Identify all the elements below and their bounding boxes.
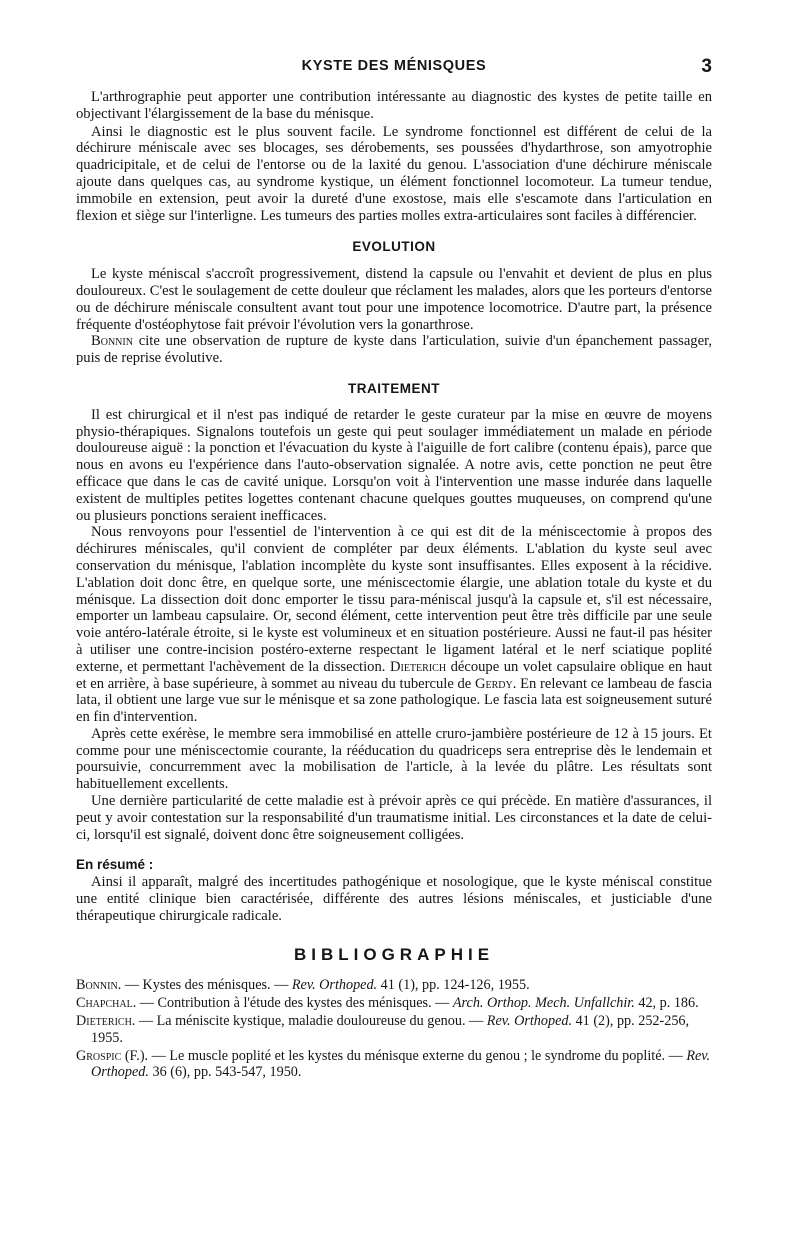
section-heading-traitement: TRAITEMENT: [348, 380, 440, 396]
ref-details: 42, p. 186.: [634, 995, 699, 1012]
intro-paragraph-1: L'arthrographie peut apporter une contribution intéressante au diagnostic des kystes de petite taille en objectivant l'élargissement de la base du ménisque.: [76, 89, 712, 122]
author-name: Bonnin: [91, 333, 133, 350]
ref-journal: Rev. Orthoped.: [291, 977, 378, 994]
traitement-paragraph-4: Une dernière particularité de cette maladie est à prévoir après ce qui précède. En matière d'assurances, il peut y avoir contestation sur la responsabilité d'un traumatisme initial. Les circonstances et la date de celui-ci, lorsqu'il est signalé, doivent donc être soigneusement colligées.: [76, 793, 712, 843]
evolution-paragraph-2: [76, 333, 712, 367]
resume-label: En résumé :: [76, 857, 154, 873]
ref-details: 41 (2), pp. 252-256, 1955.: [91, 1013, 690, 1046]
section-heading-evolution: EVOLUTION: [352, 239, 436, 255]
ref-author: Bonnin: [76, 977, 118, 994]
intro-paragraph-2: Ainsi le diagnostic est le plus souvent facile. Le syndrome fonctionnel est différent de celui de la déchirure méniscale avec ses blocages, ses dérobements, ses poussées d'hydarthrose, son amyotrophie quadricipitale, et de celui de l'entorse ou de la laxité du genou. L'association d'une déchirure méniscale ajoute dans quelques cas, au syndrome kystique, un élément fonctionnel locomoteur. La tumeur tendue, immobile en extension, peut avoir la dureté d'une exostose, mais elle s'escamote dans l'articulation en flexion et siège sur l'interligne. Les tumeurs des parties molles extra-articulaires sont faciles à différencier.: [76, 123, 712, 224]
author-name: Gerdy: [474, 675, 513, 692]
bibliography-list: [76, 977, 712, 1081]
traitement-paragraph-3: Après cette exérèse, le membre sera immobilisé en attelle cruro-jambière postérieure de 12 à 15 jours. Et comme pour une méniscectomie courante, la rééducation du quadriceps sera entreprise dès le lendemain et poursuivie, concurremment avec la mobilisation de l'article, à la levée du plâtre. Les résultats sont habituellement excellents.: [76, 725, 712, 793]
paragraph-text: . En relevant ce lambeau de fascia lata, il obtient une large vue sur le ménisque et sa zone pathologique. Le fascia lata est soigneusement suturé en fin d'intervention.: [76, 675, 712, 726]
bibliography-entry: [76, 1013, 712, 1047]
paragraph-text: découpe un volet capsulaire oblique en haut et en arrière, à base supérieure, à sommet au niveau du tubercule de: [76, 658, 712, 692]
ref-journal: Rev. Orthoped.: [91, 1047, 711, 1081]
ref-author: Grospic: [76, 1047, 122, 1064]
ref-details: 41 (1), pp. 124-126, 1955.: [377, 977, 530, 994]
traitement-paragraph-1: Il est chirurgical et il n'est pas indiqué de retarder le geste curateur par la mise en œuvre de moyens physio-thérapiques. Signalons toutefois un geste qui peut soulager immédiatement un malade en période douloureuse aiguë : la ponction et l'évacuation du kyste à l'aiguille de fort calibre (contenu épais), parce que nous en avons eu l'expérience dans l'auto-observation signalée. A notre avis, cette ponction ne peut être efficace que dans le cas de cavité unique. Lorsqu'on voit à l'intervention une masse indurée dans laquelle existent de multiples petites logettes contenant chacune quelques gouttes muqueuses, on comprend qu'une ou plusieurs ponctions seraient inefficaces.: [76, 406, 712, 524]
bibliography-entry: [76, 995, 712, 1012]
ref-author: Dieterich: [76, 1013, 132, 1030]
bibliography-heading: BIBLIOGRAPHIE: [293, 944, 495, 964]
paragraph-text: cite une observation de rupture de kyste dans l'articulation, suivie d'un épanchement passager, puis de reprise évolutive.: [76, 333, 712, 367]
paragraph-text: Nous renvoyons pour l'essentiel de l'intervention à ce qui est dit de la méniscectomie à propos des déchirures méniscales, qu'il convient de compléter par deux éléments. L'ablation du kyste seul avec conservation du ménisque, l'ablation incomplète du kyste sont insuffisantes. Elles exposent à la récidive. L'ablation doit donc être, en quelque sorte, une méniscectomie élargie, une ablation totale du kyste et du ménisque. La dissection doit donc emporter le tissu para-méniscal jusqu'à la capsule et, s'il est nécessaire, emporter un lambeau capsulaire. Or, second élément, cette intervention peut être très difficile par une seule voie antéro-latérale étroite, si le kyste est volumineux et en situation postérieure. Aussi ne faut-il pas hésiter à utiliser une contre-incision postéro-externe respectant le ligament latéral et le nerf sciatique poplité externe, et permettant l'achèvement de la dissection.: [76, 524, 712, 675]
ref-journal: Arch. Orthop. Mech. Unfallchir.: [452, 995, 635, 1012]
page-number: 3: [701, 56, 712, 77]
bibliography-entry: [76, 977, 712, 994]
evolution-paragraph-1: Le kyste méniscal s'accroît progressivement, distend la capsule ou l'envahit et devient de plus en plus douloureux. C'est le soulagement de cette douleur que réclament les malades, alors que les porteurs d'entorse ou de déchirure méniscale consultent avant tout pour une impotence locomotrice. D'autre part, la présence fréquente d'ostéophytose fait prévoir l'évolution vers la gonarthrose.: [76, 266, 712, 333]
running-header: [76, 58, 712, 82]
body-text: [76, 89, 712, 1082]
author-name: Dieterich: [389, 658, 447, 675]
ref-text: . — Contribution à l'étude des kystes des ménisques. —: [132, 995, 453, 1012]
bibliography-entry: [76, 1048, 712, 1082]
traitement-paragraph-2: [76, 524, 712, 726]
ref-text: (F.). — Le muscle poplité et les kystes du ménisque externe du genou ; le syndrome du poplité. —: [121, 1047, 687, 1064]
running-title: KYSTE DES MÉNISQUES: [301, 58, 487, 74]
ref-author: Chapchal: [76, 995, 133, 1012]
ref-text: . — La méniscite kystique, maladie douloureuse du genou. —: [131, 1013, 487, 1030]
ref-text: . — Kystes des ménisques. —: [117, 977, 292, 994]
resume-paragraph: Ainsi il apparaît, malgré des incertitudes pathogénique et nosologique, que le kyste méniscal constitue une entité clinique bien caractérisée, différente des autres lésions méniscales, et justiciable d'une thérapeutique chirurgicale radicale.: [76, 874, 712, 924]
ref-journal: Rev. Orthoped.: [486, 1013, 573, 1030]
ref-details: 36 (6), pp. 543-547, 1950.: [148, 1064, 302, 1081]
